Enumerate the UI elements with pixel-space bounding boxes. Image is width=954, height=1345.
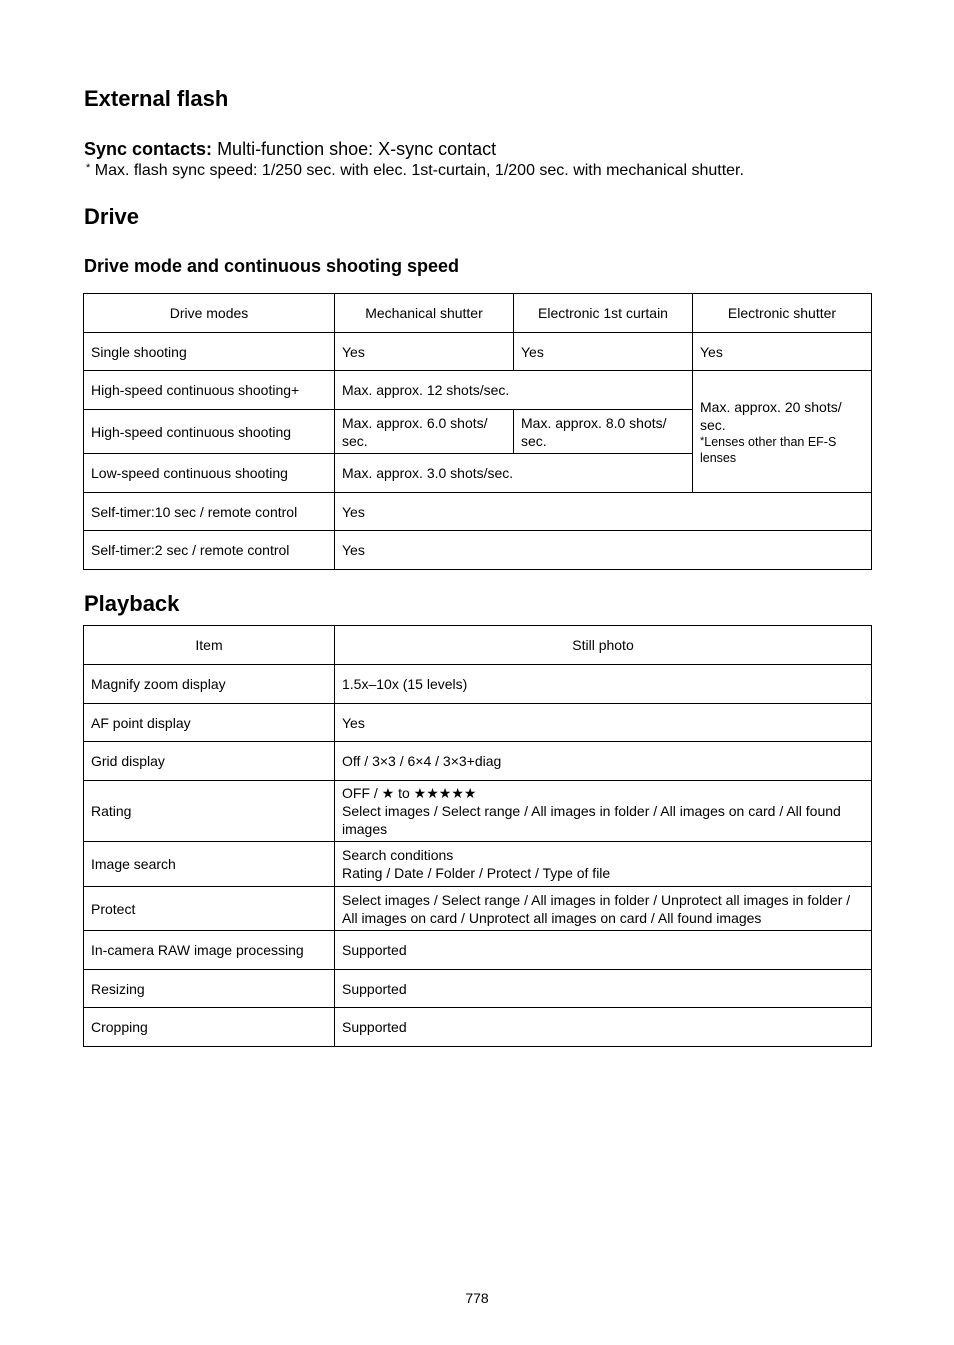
table-row (84, 742, 872, 781)
cell-value: Yes (335, 531, 872, 570)
flash-sync-note (86, 161, 744, 181)
cell-value: Supported (335, 970, 872, 1008)
drive-subheading: Drive mode and continuous shooting speed (84, 256, 460, 276)
row-label: High-speed continuous shooting (84, 410, 335, 454)
search-conditions-label: Search conditions (342, 847, 454, 863)
cell-value: Yes (693, 333, 872, 371)
rating-targets: Select images / Select range / All images in folder / All images on card / All found images (342, 803, 841, 837)
drive-heading: Drive (84, 204, 140, 229)
header-mechanical-shutter: Mechanical shutter (335, 294, 514, 333)
cell-value: Off / 3×3 / 6×4 / 3×3+diag (335, 742, 872, 781)
cell-value: Max. approx. 20 shots/ sec. (700, 398, 842, 433)
header-item: Item (84, 626, 335, 665)
row-label: Cropping (84, 1008, 335, 1047)
note-asterisk: * (86, 162, 91, 174)
table-row (84, 781, 872, 842)
drive-table (83, 293, 872, 570)
table-row (84, 1008, 872, 1047)
table-row (84, 493, 872, 531)
flash-sync-note-text: Max. flash sync speed: 1/250 sec. with elec. 1st-curtain, 1/200 sec. with mechanical shutter. (94, 162, 744, 179)
table-row (84, 371, 872, 410)
row-label: Single shooting (84, 333, 335, 371)
cell-value (335, 781, 872, 842)
table-row (84, 333, 872, 371)
row-label: High-speed continuous shooting+ (84, 371, 335, 410)
cell-value: Max. approx. 12 shots/sec. (335, 371, 693, 410)
cell-value: Yes (514, 333, 693, 371)
cell-value: Max. approx. 8.0 shots/ sec. (514, 410, 693, 454)
lens-note (700, 434, 864, 466)
row-label: Self-timer:2 sec / remote control (84, 531, 335, 570)
sync-contacts-line (84, 138, 496, 160)
table-row (84, 665, 872, 704)
header-still-photo: Still photo (335, 626, 872, 665)
row-label: Low-speed continuous shooting (84, 454, 335, 493)
table-row (84, 842, 872, 887)
cell-value: Supported (335, 1008, 872, 1047)
note-asterisk: * (700, 434, 705, 447)
row-label: Self-timer:10 sec / remote control (84, 493, 335, 531)
header-electronic-shutter: Electronic shutter (693, 294, 872, 333)
cell-value: Max. approx. 6.0 shots/ sec. (335, 410, 514, 454)
lens-note-text: Lenses other than EF-S lenses (700, 434, 837, 465)
cell-value: Max. approx. 3.0 shots/sec. (335, 454, 693, 493)
page-number: 778 (465, 1290, 489, 1306)
playback-heading: Playback (84, 591, 180, 616)
search-conditions-list: Rating / Date / Folder / Protect / Type of file (342, 865, 611, 881)
table-row (84, 970, 872, 1008)
playback-table (83, 625, 872, 1047)
table-row (84, 887, 872, 931)
cell-value: Yes (335, 333, 514, 371)
cell-value: Yes (335, 704, 872, 742)
header-drive-modes: Drive modes (84, 294, 335, 333)
row-label: Rating (84, 781, 335, 842)
cell-value: 1.5x–10x (15 levels) (335, 665, 872, 704)
external-flash-heading: External flash (84, 86, 229, 111)
row-label: Protect (84, 887, 335, 931)
playback-header-row (84, 626, 872, 665)
row-label: Grid display (84, 742, 335, 781)
rating-options: OFF / ★ to ★★★★★ (342, 785, 477, 801)
row-label: Image search (84, 842, 335, 887)
table-row (84, 704, 872, 742)
row-label: Magnify zoom display (84, 665, 335, 704)
row-label: Resizing (84, 970, 335, 1008)
row-label: In-camera RAW image processing (84, 931, 335, 970)
cell-value (335, 842, 872, 887)
sync-contacts-label: Sync contacts: (84, 139, 213, 159)
header-electronic-1st-curtain: Electronic 1st curtain (514, 294, 693, 333)
electronic-shutter-continuous-cell (693, 371, 872, 493)
cell-value: Select images / Select range / All images in folder / Unprotect all images in folder / All images on card / Unprotect all images on card / All found images (335, 887, 872, 931)
table-row (84, 531, 872, 570)
drive-header-row (84, 294, 872, 333)
row-label: AF point display (84, 704, 335, 742)
cell-value: Supported (335, 931, 872, 970)
table-row (84, 931, 872, 970)
sync-contacts-value: Multi-function shoe: X-sync contact (217, 139, 497, 159)
cell-value: Yes (335, 493, 872, 531)
